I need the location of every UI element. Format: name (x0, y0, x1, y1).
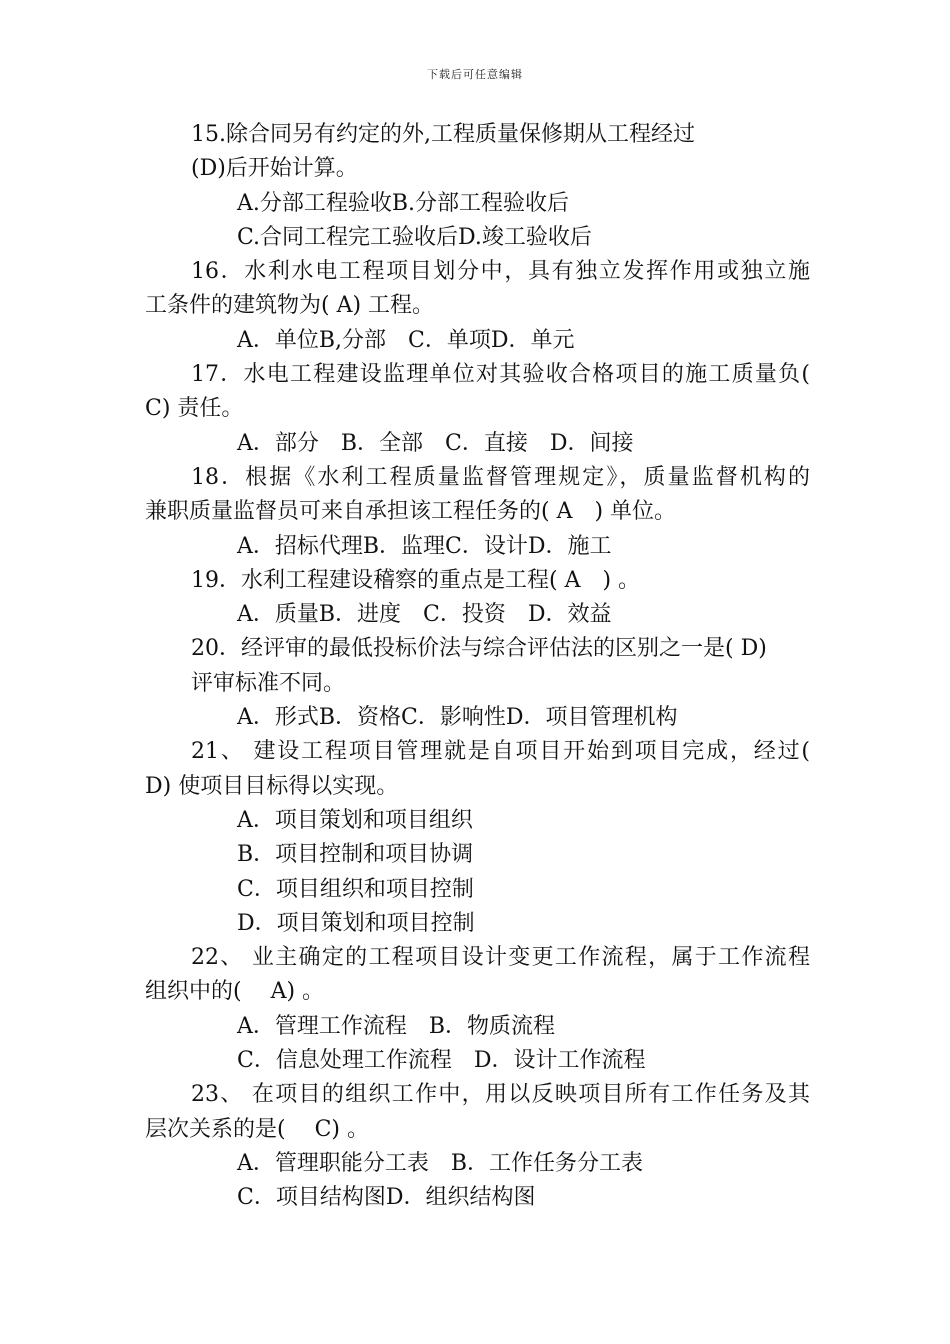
question-22-line-1: 22、 业主确定的工程项目设计变更工作流程，属于工作流程 (191, 945, 810, 971)
question-21-option-b: B．项目控制和项目协调 (237, 842, 474, 868)
question-17-line-2: C) 责任。 (145, 396, 244, 422)
question-21-option-c: C．项目组织和项目控制 (237, 876, 474, 902)
question-20-options: A．形式B．资格C．影响性D．项目管理机构 (237, 705, 678, 731)
question-21-line-2: D) 使项目目标得以实现。 (145, 773, 399, 799)
question-23-options-ab: A．管理职能分工表 B．工作任务分工表 (237, 1150, 644, 1176)
question-15-line-1: 15.除合同另有约定的外,工程质量保修期从工程经过 (191, 122, 695, 147)
question-22-options-ab: A．管理工作流程 B．物质流程 (237, 1013, 556, 1039)
question-16-options: A．单位B,分部 C．单项D．单元 (237, 327, 575, 353)
question-23-line-2: 层次关系的是( C) 。 (145, 1116, 369, 1142)
document-body (145, 118, 810, 1216)
question-15-options-cd: C.合同工程完工验收后D.竣工验收后 (237, 224, 592, 250)
question-19-options: A．质量B．进度 C．投资 D．效益 (237, 602, 612, 628)
question-21-option-a: A．项目策划和项目组织 (237, 807, 473, 833)
question-23-line-1: 23、 在项目的组织工作中，用以反映项目所有工作任务及其 (191, 1082, 810, 1108)
question-22-options-cd: C．信息处理工作流程 D．设计工作流程 (237, 1048, 646, 1074)
question-20-line-1: 20．经评审的最低投标价法与综合评估法的区别之一是( D) (191, 636, 767, 662)
question-18-line-2: 兼职质量监督员可来自承担该工程任务的( A ) 单位。 (145, 499, 677, 525)
question-22-line-2: 组织中的( A) 。 (145, 979, 325, 1005)
question-21-option-d: D．项目策划和项目控制 (237, 910, 475, 936)
page-header: 下载后可任意编辑 (427, 68, 523, 81)
question-17-options: A．部分 B．全部 C．直接 D．间接 (237, 430, 634, 456)
question-15-line-2: (D)后开始计算。 (191, 156, 358, 182)
question-23-options-cd: C．项目结构图D．组织结构图 (237, 1185, 536, 1211)
question-19-line-1: 19．水利工程建设稽察的重点是工程( A ) 。 (191, 567, 641, 593)
question-21-line-1: 21、 建设工程项目管理就是自项目开始到项目完成，经过( (191, 739, 810, 765)
question-16-line-2: 工条件的建筑物为( A) 工程。 (145, 293, 435, 319)
question-18-options: A．招标代理B．监理C．设计D．施工 (237, 533, 612, 559)
question-18-line-1: 18．根据《水利工程质量监督管理规定》，质量监督机构的 (191, 464, 810, 490)
question-20-line-2: 评审标准不同。 (191, 670, 346, 696)
question-17-line-1: 17．水电工程建设监理单位对其验收合格项目的施工质量负( (191, 362, 810, 388)
question-16-line-1: 16．水利水电工程项目划分中，具有独立发挥作用或独立施 (191, 259, 810, 285)
question-15-options-ab: A.分部工程验收B.分部工程验收后 (237, 190, 570, 216)
